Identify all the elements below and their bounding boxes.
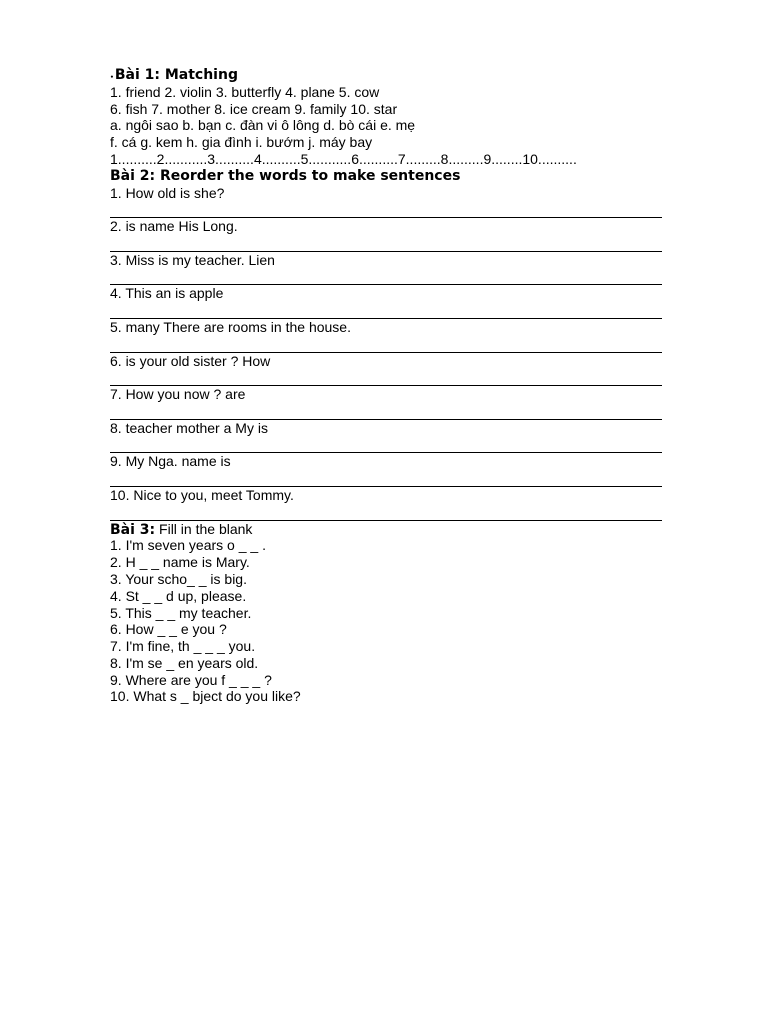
answer-line-4 bbox=[110, 302, 662, 319]
reorder-item-8: 8. teacher mother a My is bbox=[110, 419, 268, 436]
fill-item-2: 2. H _ _ name is Mary. bbox=[110, 554, 250, 571]
reorder-item-3: 3. Miss is my teacher. Lien bbox=[110, 251, 275, 268]
fill-item-8: 8. I'm se _ en years old. bbox=[110, 654, 259, 671]
exercise-1-section bbox=[110, 67, 662, 168]
answer-line-5 bbox=[110, 336, 662, 353]
fill-item-5: 5. This _ _ my teacher. bbox=[110, 604, 252, 621]
answer-blanks-line: 1..........2...........3..........4..........5...........6..........7.........8.........9........10.......... bbox=[110, 150, 577, 167]
heading-marker: • bbox=[110, 74, 114, 81]
answer-line-10 bbox=[110, 504, 662, 521]
exercise-2-heading: Bài 2: Reorder the words to make sentences bbox=[110, 167, 461, 184]
reorder-item-10: 10. Nice to you, meet Tommy. bbox=[110, 486, 294, 503]
meaning-list-line-1: a. ngôi sao b. bạn c. đàn vi ô lông d. bò cái e. mẹ bbox=[110, 117, 416, 134]
answer-line-6 bbox=[110, 369, 662, 386]
fill-item-9: 9. Where are you f _ _ _ ? bbox=[110, 671, 272, 688]
fill-item-10: 10. What s _ bject do you like? bbox=[110, 688, 301, 705]
answer-line-9 bbox=[110, 470, 662, 487]
answer-line-1 bbox=[110, 201, 662, 218]
fill-item-4: 4. St _ _ d up, please. bbox=[110, 587, 247, 604]
exercise-2-section bbox=[110, 168, 662, 521]
word-list-line-2: 6. fish 7. mother 8. ice cream 9. family 10. star bbox=[110, 100, 398, 117]
answer-line-7 bbox=[110, 403, 662, 420]
fill-item-3: 3. Your scho_ _ is big. bbox=[110, 570, 247, 587]
word-list-line-1: 1. friend 2. violin 3. butterfly 4. plane 5. cow bbox=[110, 83, 380, 100]
reorder-item-7: 7. How you now ? are bbox=[110, 386, 246, 403]
reorder-item-2: 2. is name His Long. bbox=[110, 218, 238, 235]
exercise-3-instruction: Fill in the blank bbox=[155, 520, 253, 537]
meaning-list-line-2: f. cá g. kem h. gia đình i. bướm j. máy bay bbox=[110, 134, 373, 151]
reorder-item-1: 1. How old is she? bbox=[110, 184, 225, 201]
fill-item-1: 1. I'm seven years o _ _ . bbox=[110, 537, 266, 554]
fill-item-6: 6. How _ _ e you ? bbox=[110, 621, 227, 638]
reorder-item-5: 5. many There are rooms in the house. bbox=[110, 318, 351, 335]
reorder-item-9: 9. My Nga. name is bbox=[110, 453, 231, 470]
answer-line-2 bbox=[110, 235, 662, 252]
exercise-3-heading bbox=[110, 521, 662, 538]
fill-item-7: 7. I'm fine, th _ _ _ you. bbox=[110, 638, 256, 655]
answer-line-3 bbox=[110, 269, 662, 286]
reorder-item-4: 4. This an is apple bbox=[110, 285, 224, 302]
exercise-1-title: Bài 1: Matching bbox=[114, 67, 238, 83]
reorder-item-6: 6. is your old sister ? How bbox=[110, 352, 271, 369]
exercise-1-heading bbox=[110, 67, 662, 84]
worksheet-page bbox=[110, 67, 662, 705]
exercise-3-section bbox=[110, 521, 662, 706]
exercise-3-title: Bài 3: bbox=[110, 521, 156, 538]
answer-line-8 bbox=[110, 437, 662, 454]
